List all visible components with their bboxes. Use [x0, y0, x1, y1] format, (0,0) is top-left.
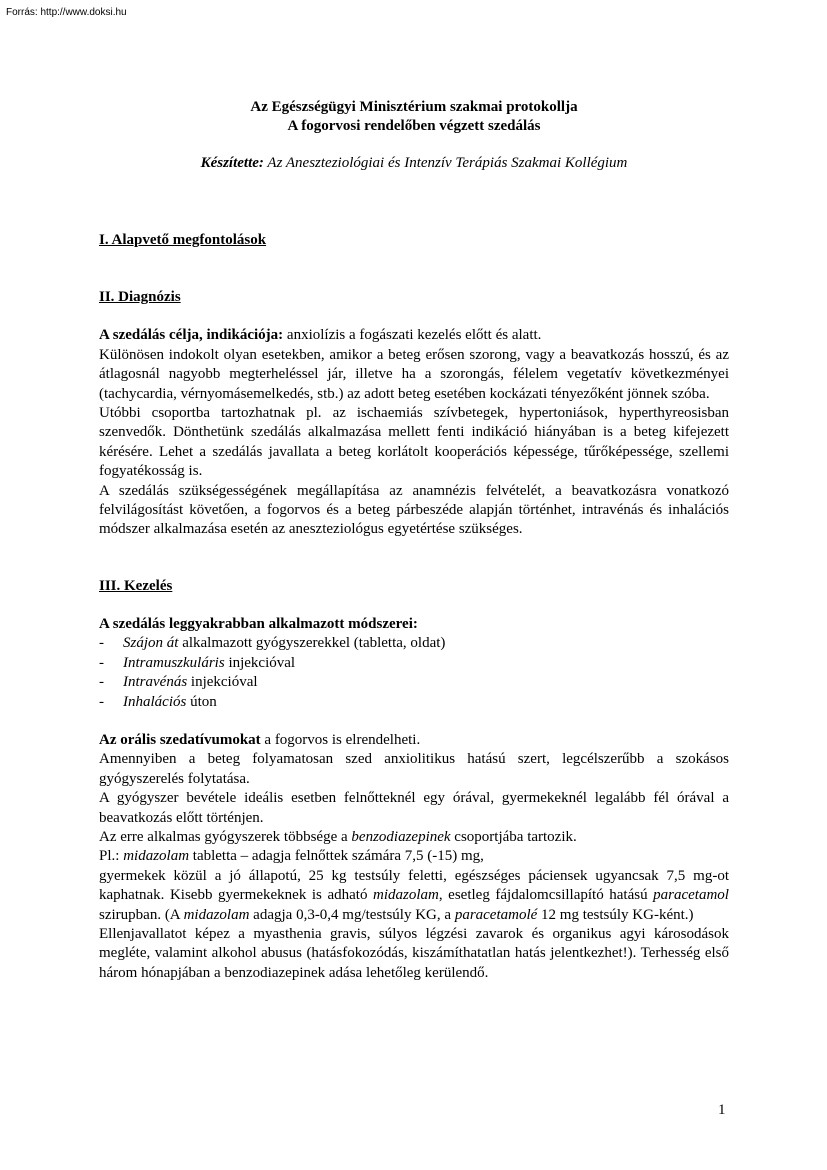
text-span: 12 mg testsúly KG-ként.) [537, 906, 694, 923]
diagnosis-paragraph-2: Utóbbi csoportba tartozhatnak pl. az ischaemiás szívbetegek, hypertoniások, hyperthyreosisban szenvedők. Dönthetünk szedálás alkalmazása mellett fenti indikáció hiányában is a beteg kifejezett kérésére. Lehet a szedálás javallata a beteg korlátolt kooperációs képessége, tűrőképessége, szellemi fogyatékosság is. [99, 405, 729, 480]
byline [99, 154, 729, 173]
list-item [99, 654, 729, 673]
section-heading-3: III. Kezelés [99, 577, 173, 594]
text-span: gyermekek közül a jó állapotú, 25 kg testsúly feletti, egészséges páciensek ugyancsak 7,5 mg-ot kaphatnak. Kisebb gyermekeknek is adható [99, 867, 729, 904]
paragraph-anxiolytic: Amennyiben a beteg folyamatosan szed anxiolitikus hatású szert, legcélszerűbb a szokásos gyógyszerelés folytatása. [99, 751, 729, 787]
document-title [99, 98, 729, 136]
method-name: Inhalációs [123, 693, 187, 710]
document-body [99, 98, 729, 983]
list-item [99, 634, 729, 653]
italic-term: benzodiazepinek [351, 828, 451, 845]
method-detail: úton [186, 693, 217, 710]
italic-term: paracetamol [653, 887, 729, 904]
page-number: 1 [718, 1102, 726, 1118]
title-line-1: Az Egészségügyi Minisztérium szakmai protokollja [250, 99, 578, 115]
section-heading-2: II. Diagnózis [99, 289, 181, 306]
italic-term: midazolam [183, 906, 250, 923]
italic-term: midazolam [373, 887, 439, 904]
text-span: adagja 0,3-0,4 mg/testsúly KG, a [249, 906, 455, 923]
diagnosis-paragraph-3: A szedálás szükségességének megállapítása az anamnézis felvételét, a beavatkozásra vonatkozó felvilágosítást követően, a fogorvos és a beteg párbeszéde alapján történhet, intravénás és inhalációs módszer alkalmazása esetén az aneszteziológus egyetértése szükséges. [99, 482, 729, 538]
text-span: Az erre alkalmas gyógyszerek többsége a [99, 828, 352, 845]
paragraph-timing: A gyógyszer bevétele ideális esetben felnőtteknél egy órával, gyermekeknél legalább fél órával a beavatkozás előtt történjen. [99, 790, 729, 826]
list-item [99, 693, 729, 712]
diagnosis-lead [99, 326, 729, 345]
method-detail: alkalmazott gyógyszerekkel (tabletta, oldat) [178, 635, 446, 652]
methods-lead-bold: A szedálás leggyakrabban alkalmazott módszerei: [99, 615, 418, 632]
method-name: Intramuszkuláris [123, 654, 225, 671]
oral-sedatives-paragraph [99, 731, 729, 750]
methods-lead [99, 615, 729, 634]
list-item [99, 673, 729, 692]
method-detail: injekcióval [224, 654, 296, 671]
section-heading-1: I. Alapvető megfontolások [99, 232, 267, 249]
text-span: tabletta – adagja felnőttek számára 7,5 (-15) mg, [189, 848, 484, 865]
methods-list [99, 634, 729, 712]
diagnosis-lead-rest: anxiolízis a fogászati kezelés előtt és alatt. [283, 327, 542, 344]
paragraph-contraindications: Ellenjavallatot képez a myasthenia gravis, súlyos légzési zavarok és organikus agyi károsodások megléte, valamint alkohol abusus (hatásfokozódás, kiszámíthatatlan hatás jelentkezhet!). Terhesség első három hónapjában a benzodiazepinek adása lehetőleg kerülendő. [99, 925, 729, 981]
paragraph-children-dosage [99, 867, 729, 925]
oral-sedatives-rest: a fogorvos is elrendelheti. [260, 731, 421, 748]
paragraph-example [99, 847, 729, 866]
italic-term: midazolam [123, 848, 190, 865]
text-span: , esetleg fájdalomcsillapító hatású [438, 887, 654, 904]
title-line-2: A fogorvosi rendelőben végzett szedálás [287, 118, 541, 134]
method-name: Intravénás [123, 674, 188, 691]
text-span: szirupban. (A [99, 906, 184, 923]
paragraph-benzodiazepines [99, 828, 729, 847]
diagnosis-paragraph-1: Különösen indokolt olyan esetekben, amikor a beteg erősen szorong, vagy a beavatkozás hosszú, és az átlagosnál nagyobb megterheléssel jár, illetve ha a szorongás, félelem vegetatív következményei (tachycardia, vérnyomásemelkedés, stb.) az adott beteg esetében kockázati tényezőként jönnek szóba. [99, 346, 729, 402]
byline-text: Az Aneszteziológiai és Intenzív Terápiás Szakmai Kollégium [263, 155, 628, 171]
method-detail: injekcióval [187, 674, 258, 691]
text-span: csoportjába tartozik. [450, 828, 577, 845]
italic-term: paracetamolé [454, 906, 538, 923]
oral-sedatives-bold: Az orális szedatívumokat [99, 731, 261, 748]
byline-label: Készítette: [200, 155, 264, 171]
method-name: Szájon át [123, 635, 179, 652]
text-span: Pl.: [99, 848, 124, 865]
diagnosis-lead-bold: A szedálás célja, indikációja: [99, 327, 284, 344]
source-note: Forrás: http://www.doksi.hu [6, 7, 127, 18]
